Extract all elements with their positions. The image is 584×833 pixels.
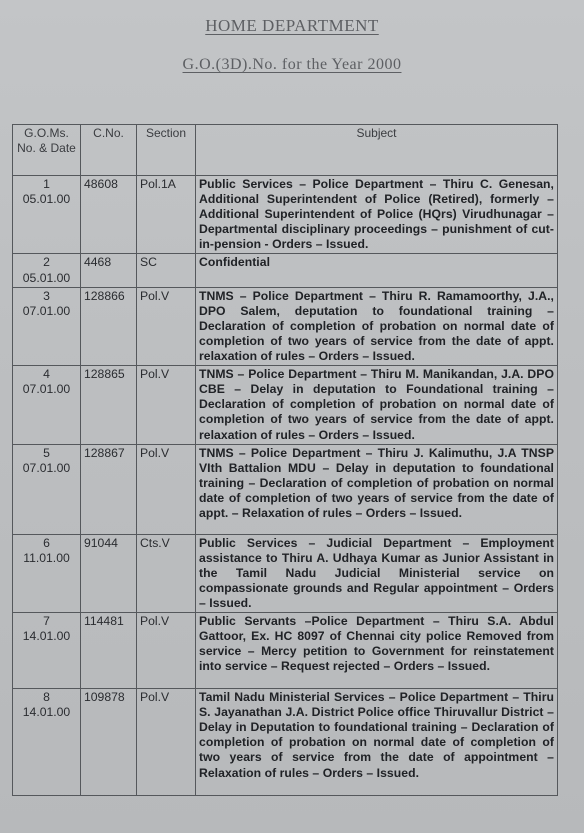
subject-cell: Confidential — [196, 254, 558, 287]
go-number-date-cell — [13, 176, 81, 254]
c-no-cell: 128865 — [81, 366, 137, 444]
go-date: 07.01.00 — [22, 303, 71, 318]
table-row — [13, 444, 558, 534]
subject-cell: Public Servants –Police Department – Thiru S.A. Abdul Gattoor, Ex. HC 8097 of Chennai city police Removed from service – Mercy petition to Government for reinstatement into service – Request rejected – Orders – Issued. — [196, 613, 558, 689]
table-row — [13, 366, 558, 444]
go-number: 2 — [43, 255, 50, 270]
table-row — [13, 176, 558, 254]
go-number: 7 — [43, 614, 50, 629]
go-date: 05.01.00 — [22, 192, 71, 207]
column-header-go-no-date: G.O.Ms. No. & Date — [13, 125, 81, 176]
c-no-cell: 128867 — [81, 444, 137, 534]
go-number-date-cell — [13, 366, 81, 444]
go-number-date-cell — [13, 287, 81, 365]
table-row — [13, 287, 558, 365]
subject-cell: TNMS – Police Department – Thiru M. Manikandan, J.A. DPO CBE – Delay in deputation to Foundational training – Declaration of completion of probation on normal date of completion of two years of service from the date of appt. relaxation of rules – Orders – Issued. — [196, 366, 558, 444]
go-number: 5 — [43, 445, 50, 460]
go-date: 14.01.00 — [22, 629, 71, 644]
go-number: 4 — [43, 367, 50, 382]
section-cell: SC — [137, 254, 196, 287]
column-header-section: Section — [137, 125, 196, 176]
table-header-row — [13, 125, 558, 176]
c-no-cell: 48608 — [81, 176, 137, 254]
section-cell: Pol.V — [137, 366, 196, 444]
go-date: 14.01.00 — [22, 705, 71, 720]
go-register-table — [12, 124, 558, 796]
subject-cell: TNMS – Police Department – Thiru J. Kalimuthu, J.A TNSP VIth Battalion MDU – Delay in deputation to foundational training – Declaration of completion of probation on normal date of completion of two years of service from the date of appt. – Relaxation of rules – Orders – Issued. — [196, 444, 558, 534]
table-row — [13, 254, 558, 287]
column-header-subject: Subject — [196, 125, 558, 176]
go-number-date-cell — [13, 613, 81, 689]
section-cell: Pol.V — [137, 613, 196, 689]
go-number-date-cell — [13, 689, 81, 796]
c-no-cell: 4468 — [81, 254, 137, 287]
column-header-c-no: C.No. — [81, 125, 137, 176]
go-date: 07.01.00 — [22, 382, 71, 397]
department-heading: HOME DEPARTMENT — [205, 16, 379, 35]
subject-cell: TNMS – Police Department – Thiru R. Ramamoorthy, J.A., DPO Salem, deputation to foundational training – Declaration of completion of probation on normal date of completion of two years of service from the date of appt. relaxation of rules – Orders – Issued. — [196, 287, 558, 365]
section-cell: Pol.V — [137, 444, 196, 534]
c-no-cell: 128866 — [81, 287, 137, 365]
subject-cell: Public Services – Police Department – Thiru C. Genesan, Additional Superintendent of Police (Retired), formerly – Additional Superintendent of Police (HQrs) Virudhunagar – Departmental disciplinary proceedings – punishment of cut-in-pension - Orders – Issued. — [196, 176, 558, 254]
go-year-heading: G.O.(3D).No. for the Year 2000 — [182, 56, 402, 73]
go-date: 11.01.00 — [23, 550, 70, 565]
subject-cell: Public Services – Judicial Department – Employment assistance to Thiru A. Udhaya Kumar as Junior Assistant in the Tamil Nadu Judicial Ministerial service on compassionate grounds and Regular appointment – Orders – Issued. — [196, 534, 558, 612]
go-date: 05.01.00 — [22, 270, 71, 285]
c-no-cell: 114481 — [81, 613, 137, 689]
section-cell: Pol.V — [137, 689, 196, 796]
go-number: 3 — [43, 288, 50, 303]
section-cell: Pol.V — [137, 287, 196, 365]
go-number-date-cell — [13, 254, 81, 287]
go-number: 8 — [43, 690, 50, 705]
c-no-cell: 109878 — [81, 689, 137, 796]
subject-cell: Tamil Nadu Ministerial Services – Police Department – Thiru S. Jayanathan J.A. District Police office Thiruvallur District – Delay in Deputation to foundational training – Declaration of completion of probation on normal date of completion of two years of service from the date of appointment – Relaxation of rules – Orders – Issued. — [196, 689, 558, 796]
go-number: 6 — [43, 535, 50, 550]
section-cell: Pol.1A — [137, 176, 196, 254]
go-date: 07.01.00 — [22, 460, 71, 475]
table-row — [13, 534, 558, 612]
section-cell: Cts.V — [137, 534, 196, 612]
go-number: 1 — [43, 177, 50, 191]
go-number-date-cell — [13, 444, 81, 534]
go-number-date-cell — [13, 534, 81, 612]
table-row — [13, 613, 558, 689]
table-row — [13, 689, 558, 796]
c-no-cell: 91044 — [81, 534, 137, 612]
